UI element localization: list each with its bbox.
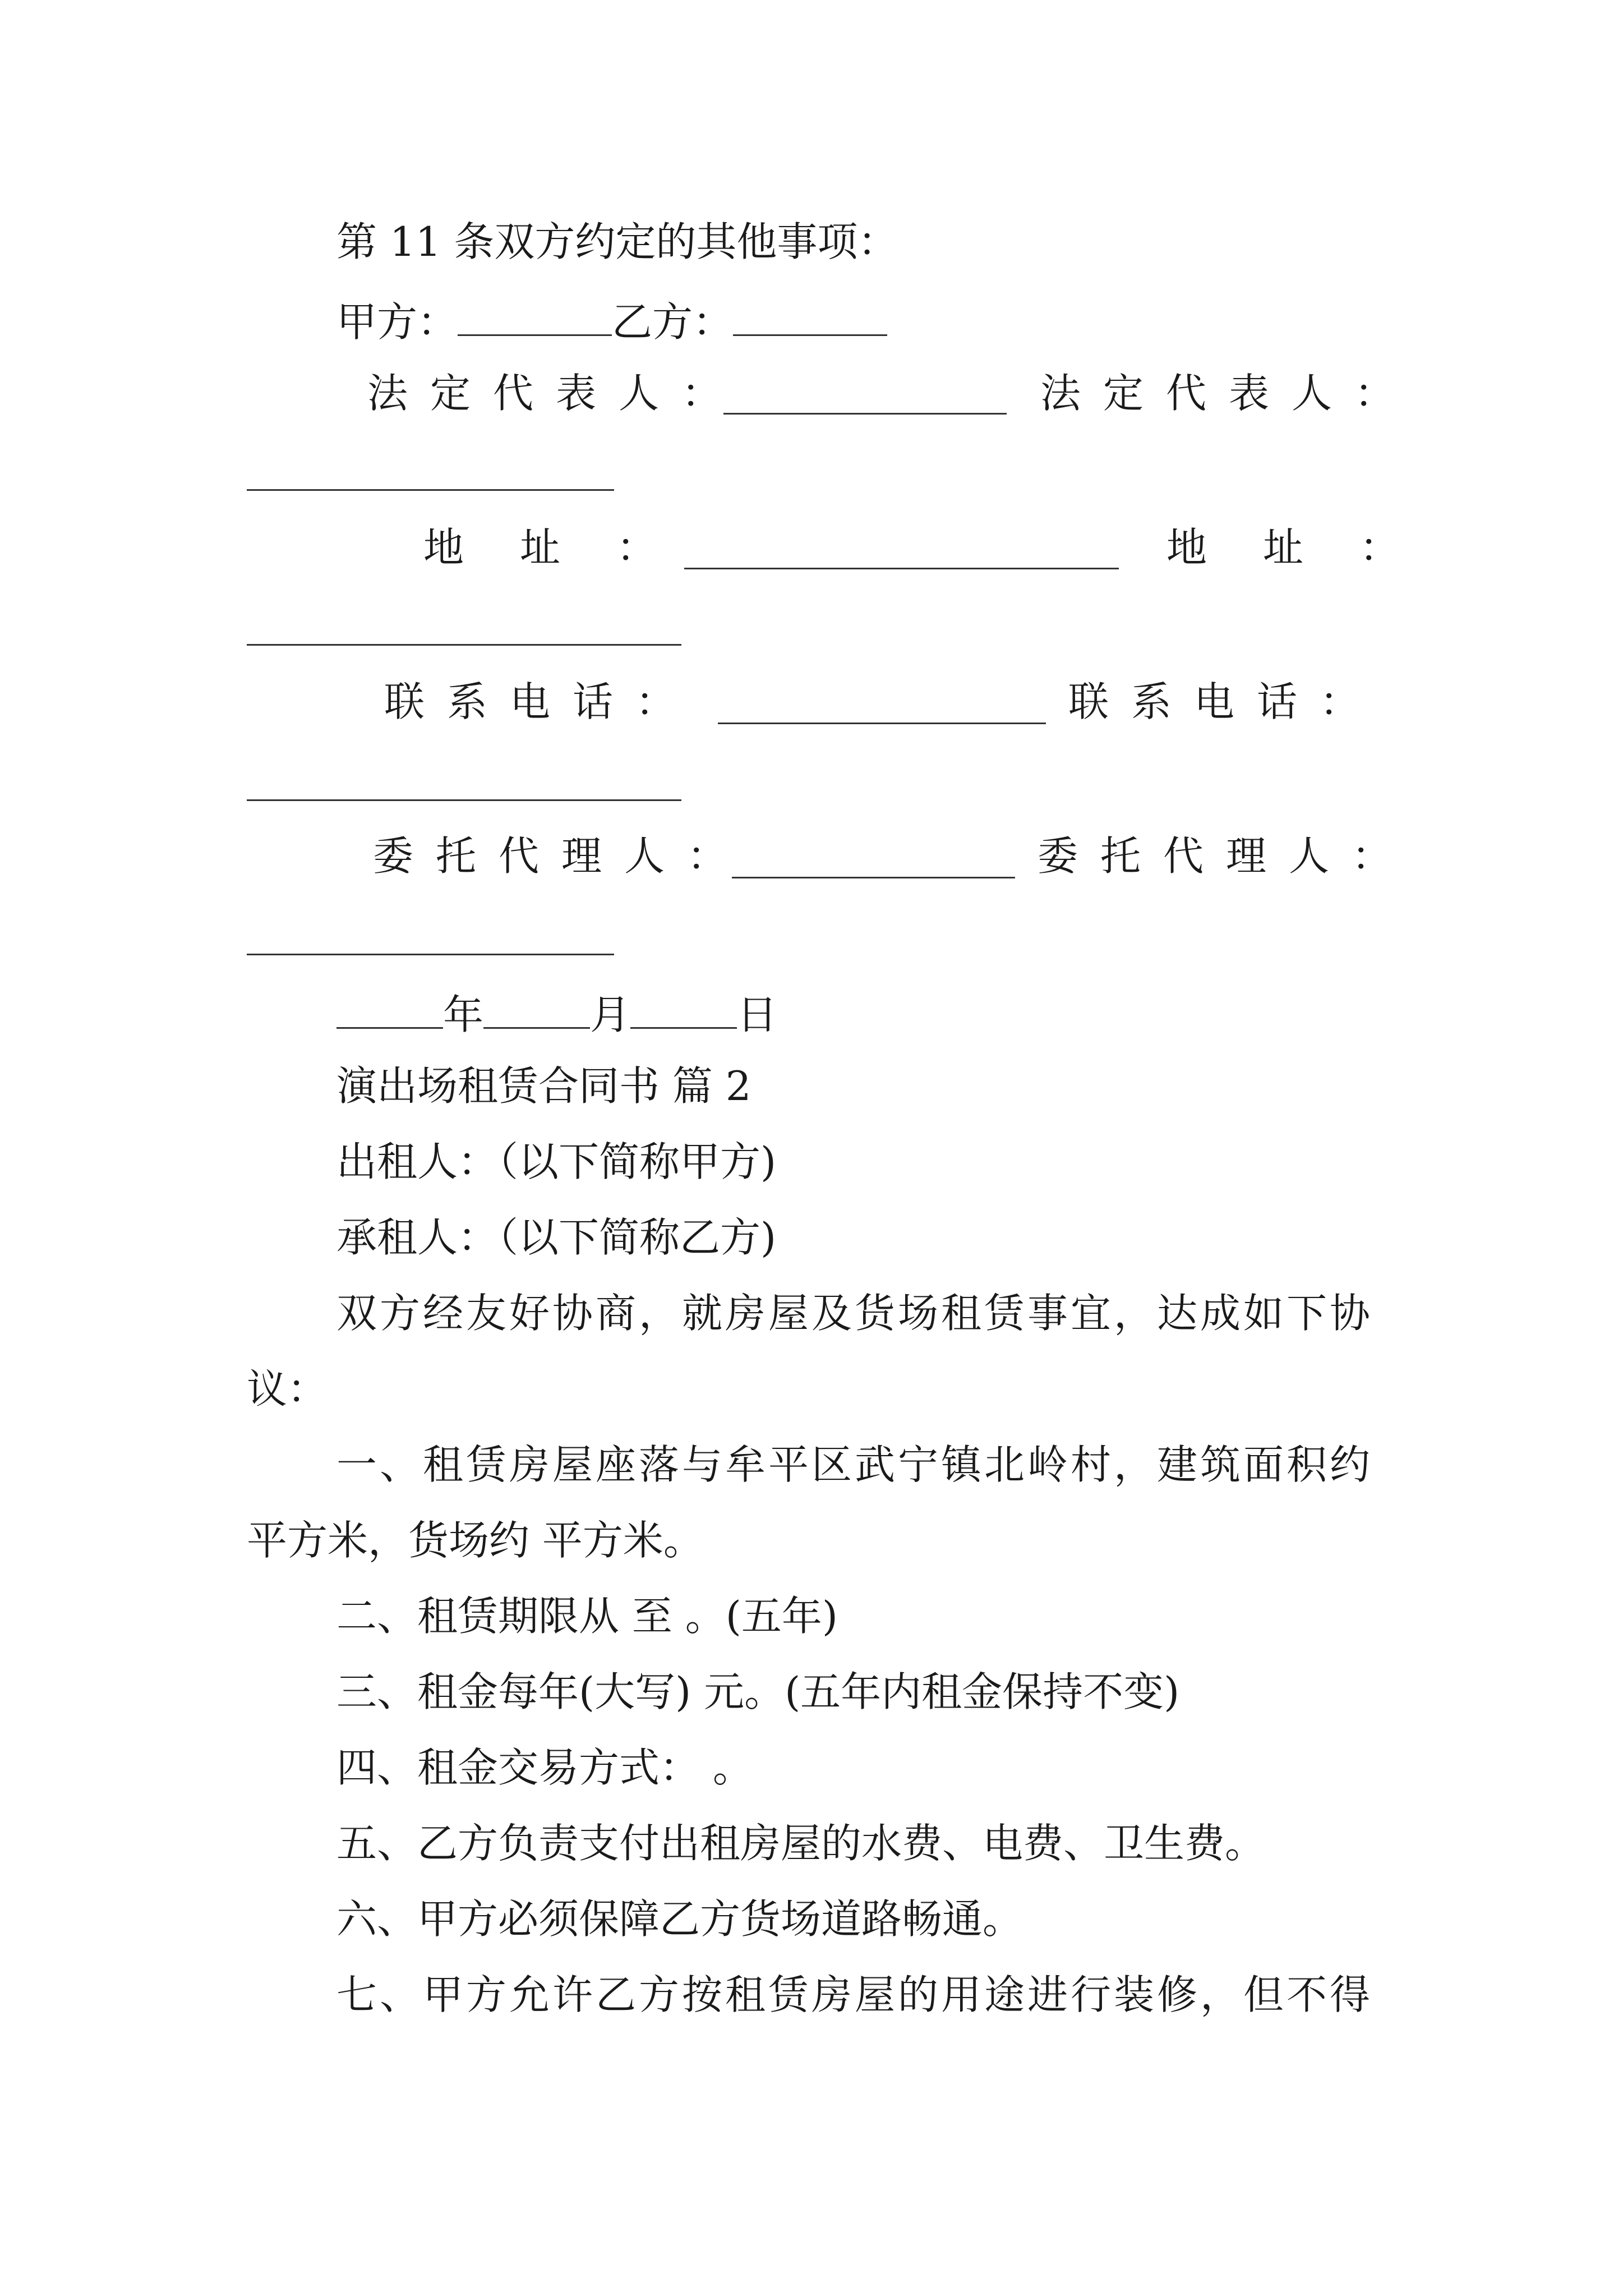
address-b-label: 地址： bbox=[1166, 524, 1456, 571]
item-1-line-1: 一、租赁房屋座落与牟平区武宁镇北岭村，建筑面积约 bbox=[336, 1441, 1373, 1488]
item-2: 二、租赁期限从 至 。(五年) bbox=[336, 1593, 838, 1640]
item-4: 四、租金交易方式： 。 bbox=[336, 1744, 753, 1791]
address-b-blank bbox=[247, 644, 681, 646]
item-6: 六、甲方必须保障乙方货场道路畅通。 bbox=[336, 1895, 1023, 1943]
agent-a-label: 委托代理人： bbox=[373, 832, 750, 880]
day-blank bbox=[630, 990, 737, 1029]
legal-rep-b-label: 法定代表人： bbox=[1040, 370, 1418, 417]
legal-rep-a-label: 法定代表人： bbox=[367, 370, 745, 417]
month-label: 月 bbox=[590, 991, 631, 1038]
party-line bbox=[336, 297, 887, 346]
year-blank bbox=[336, 990, 443, 1029]
party-b-label: 乙方： bbox=[612, 298, 734, 346]
lessee-line: 承租人：（以下简称乙方) bbox=[336, 1214, 777, 1261]
item-3: 三、租金每年(大写) 元。(五年内租金保持不变) bbox=[336, 1668, 1180, 1715]
month-blank bbox=[483, 990, 590, 1029]
year-label: 年 bbox=[443, 991, 484, 1038]
phone-b-label: 联系电话： bbox=[1068, 678, 1383, 725]
item-1-line-2: 平方米，货场约 平方米。 bbox=[247, 1517, 704, 1564]
agent-b-blank bbox=[247, 954, 614, 955]
item-5: 五、乙方负责支付出租房屋的水费、电费、卫生费。 bbox=[336, 1820, 1266, 1867]
lessor-line: 出租人：（以下简称甲方) bbox=[336, 1138, 777, 1185]
intro-paragraph-line-1: 双方经友好协商，就房屋及货场租赁事宜，达成如下协 bbox=[336, 1290, 1373, 1337]
agent-b-label: 委托代理人： bbox=[1038, 832, 1415, 880]
legal-rep-b-blank bbox=[247, 489, 614, 491]
day-label: 日 bbox=[737, 991, 778, 1038]
section-2-title: 演出场租赁合同书 篇 2 bbox=[336, 1062, 751, 1110]
article-11-heading: 第 11 条双方约定的其他事项： bbox=[336, 218, 898, 265]
phone-b-blank bbox=[247, 799, 681, 801]
intro-paragraph-line-2: 议： bbox=[247, 1365, 328, 1412]
party-a-blank bbox=[458, 297, 612, 336]
item-7-line-1: 七、甲方允许乙方按租赁房屋的用途进行装修，但不得 bbox=[336, 1971, 1373, 2018]
legal-rep-a-blank bbox=[723, 413, 1007, 415]
agent-a-blank bbox=[732, 877, 1015, 878]
date-line bbox=[336, 990, 778, 1038]
party-a-label: 甲方： bbox=[336, 298, 458, 346]
address-a-label: 地址： bbox=[423, 524, 713, 571]
address-a-blank bbox=[684, 568, 1119, 569]
phone-a-blank bbox=[718, 723, 1046, 724]
party-b-blank bbox=[733, 297, 887, 336]
phone-a-label: 联系电话： bbox=[384, 678, 699, 725]
